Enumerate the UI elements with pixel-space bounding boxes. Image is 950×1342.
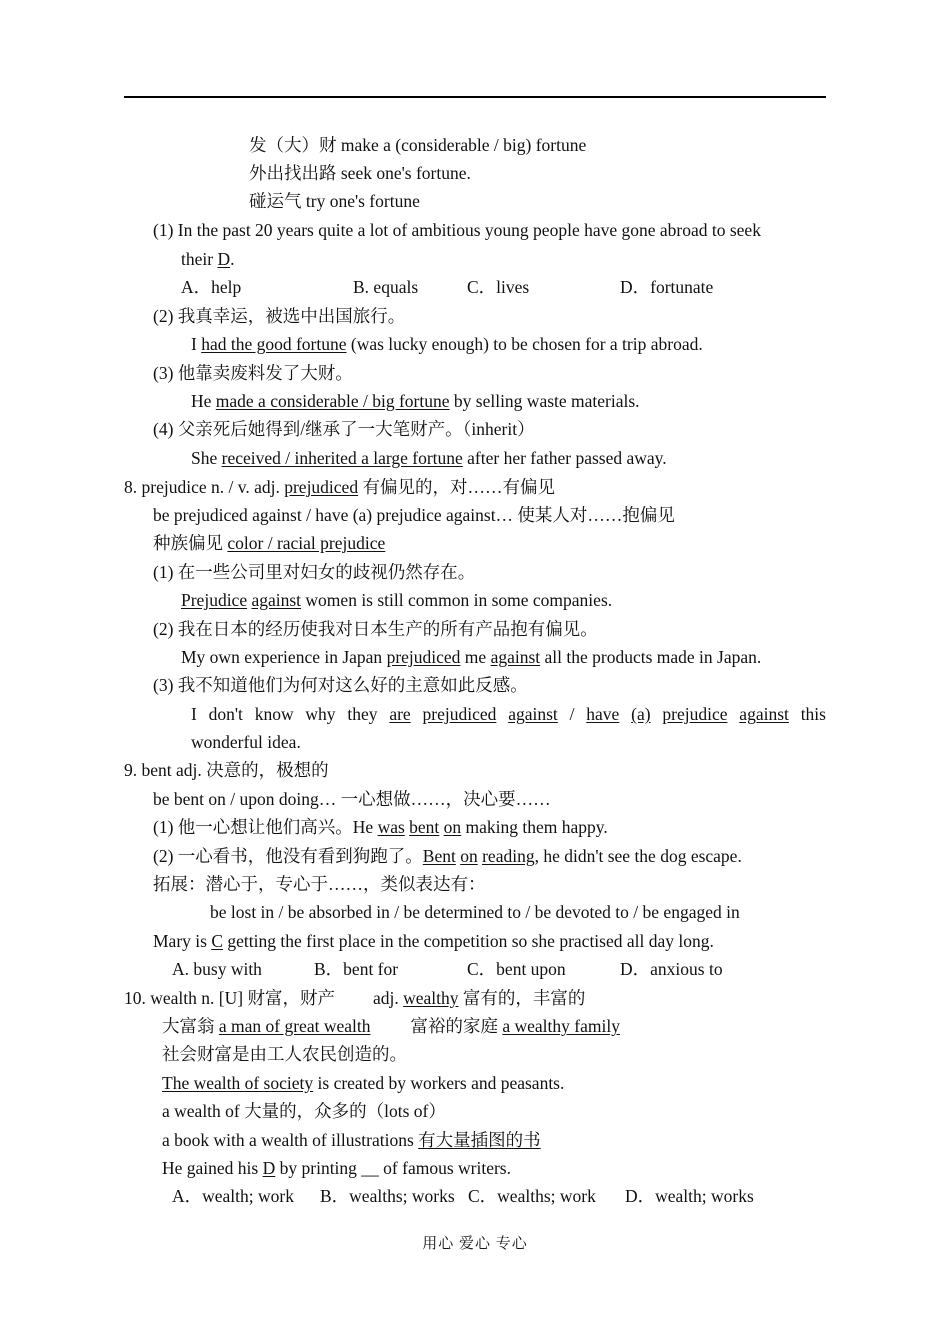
question-3-prompt: (3) 他靠卖废料发了大财。 [153,363,353,383]
question-2-answer: I had the good fortune (was lucky enough) to be chosen for a trip abroad. [191,334,703,354]
option-d: D．anxious to [620,959,723,979]
entry-10-options [0,1184,950,1208]
answer-blank: C [211,931,224,951]
question-1-line-1: (1) In the past 20 years quite a lot of ambitious young people have gone abroad to seek [153,220,761,240]
entry-8-heading: 8. prejudice n. / v. adj. prejudiced 有偏见的，对……有偏见 [124,477,555,497]
entry-9-usage: be bent on / upon doing… 一心想做……，决心要…… [153,789,551,809]
option-d: D．wealth; works [625,1186,754,1206]
option-c: C．wealths; work [468,1186,596,1206]
phrase-make-fortune: 发（大）财 make a (considerable / big) fortune [249,135,587,155]
entry-9-example-1: (1) 他一心想让他们高兴。He was bent on making them happy. [153,817,608,837]
entry-8-example-3-answer-cont: wonderful idea. [191,732,301,752]
entry-10-example-prompt: 社会财富是由工人农民创造的。 [162,1044,407,1064]
answer-blank: D [217,249,231,269]
entry-9-heading: 9. bent adj. 决意的，极想的 [124,760,329,780]
answer-blank: D [262,1158,276,1178]
question-4-answer: She received / inherited a large fortune after her father passed away. [191,448,667,468]
option-a: A. busy with [172,959,262,979]
entry-8-example-3-answer: I don't know why they are prejudiced against / have (a) prejudice against this [191,704,826,724]
entry-10-phrase-example: a book with a wealth of illustrations 有大量插图的书 [162,1130,541,1150]
page-footer: 用心 爱心 专心 [422,1236,528,1252]
entry-10-phrase-a-wealth-of: a wealth of 大量的，众多的（lots of） [162,1101,446,1121]
header-rule [124,96,826,98]
entry-8-usage: be prejudiced against / have (a) prejudice against… 使某人对……抱偏见 [153,505,675,525]
option-b: B．bent for [314,959,399,979]
phrase-seek-fortune: 外出找出路 seek one's fortune. [249,163,471,183]
entry-8-example-2-prompt: (2) 我在日本的经历使我对日本生产的所有产品抱有偏见。 [153,619,598,639]
option-c: C．lives [467,277,530,297]
entry-9-similar-expressions: be lost in / be absorbed in / be determined to / be devoted to / be engaged in [210,902,740,922]
entry-9-options [0,957,950,981]
entry-8-example-1-prompt: (1) 在一些公司里对妇女的歧视仍然存在。 [153,562,476,582]
question-1-options [0,275,950,299]
entry-10-heading: 10. wealth n. [U] 财富，财产 adj. wealthy 富有的，丰富的 [124,988,586,1008]
option-a: A．wealth; work [172,1186,294,1206]
entry-9-extension: 拓展：潜心于，专心于……，类似表达有： [153,874,486,894]
entry-8-collocation: 种族偏见 color / racial prejudice [153,533,386,553]
entry-9-example-2: (2) 一心看书，他没有看到狗跑了。Bent on reading, he didn't see the dog escape. [153,846,742,866]
option-a: A．help [181,277,242,297]
entry-8-example-1-answer: Prejudice against women is still common in some companies. [181,590,613,610]
option-b: B．wealths; works [320,1186,455,1206]
entry-10-example-answer: The wealth of society is created by workers and peasants. [162,1073,565,1093]
entry-8-example-3-prompt: (3) 我不知道他们为何对这么好的主意如此反感。 [153,675,528,695]
phrase-try-fortune: 碰运气 try one's fortune [249,191,420,211]
option-d: D．fortunate [620,277,714,297]
entry-10-phrases: 大富翁 a man of great wealth 富裕的家庭 a wealthy family [162,1016,620,1036]
option-c: C．bent upon [467,959,566,979]
question-4-prompt: (4) 父亲死后她得到/继承了一大笔财产。（inherit） [153,419,535,439]
option-b: B. equals [353,277,419,297]
entry-10-question: He gained his D by printing __ of famous writers. [162,1158,511,1178]
question-2-prompt: (2) 我真幸运，被选中出国旅行。 [153,306,406,326]
question-3-answer: He made a considerable / big fortune by selling waste materials. [191,391,640,411]
question-1-line-2: their D. [181,249,235,269]
entry-8-example-2-answer: My own experience in Japan prejudiced me against all the products made in Japan. [181,647,762,667]
entry-9-question: Mary is C getting the first place in the competition so she practised all day long. [153,931,714,951]
